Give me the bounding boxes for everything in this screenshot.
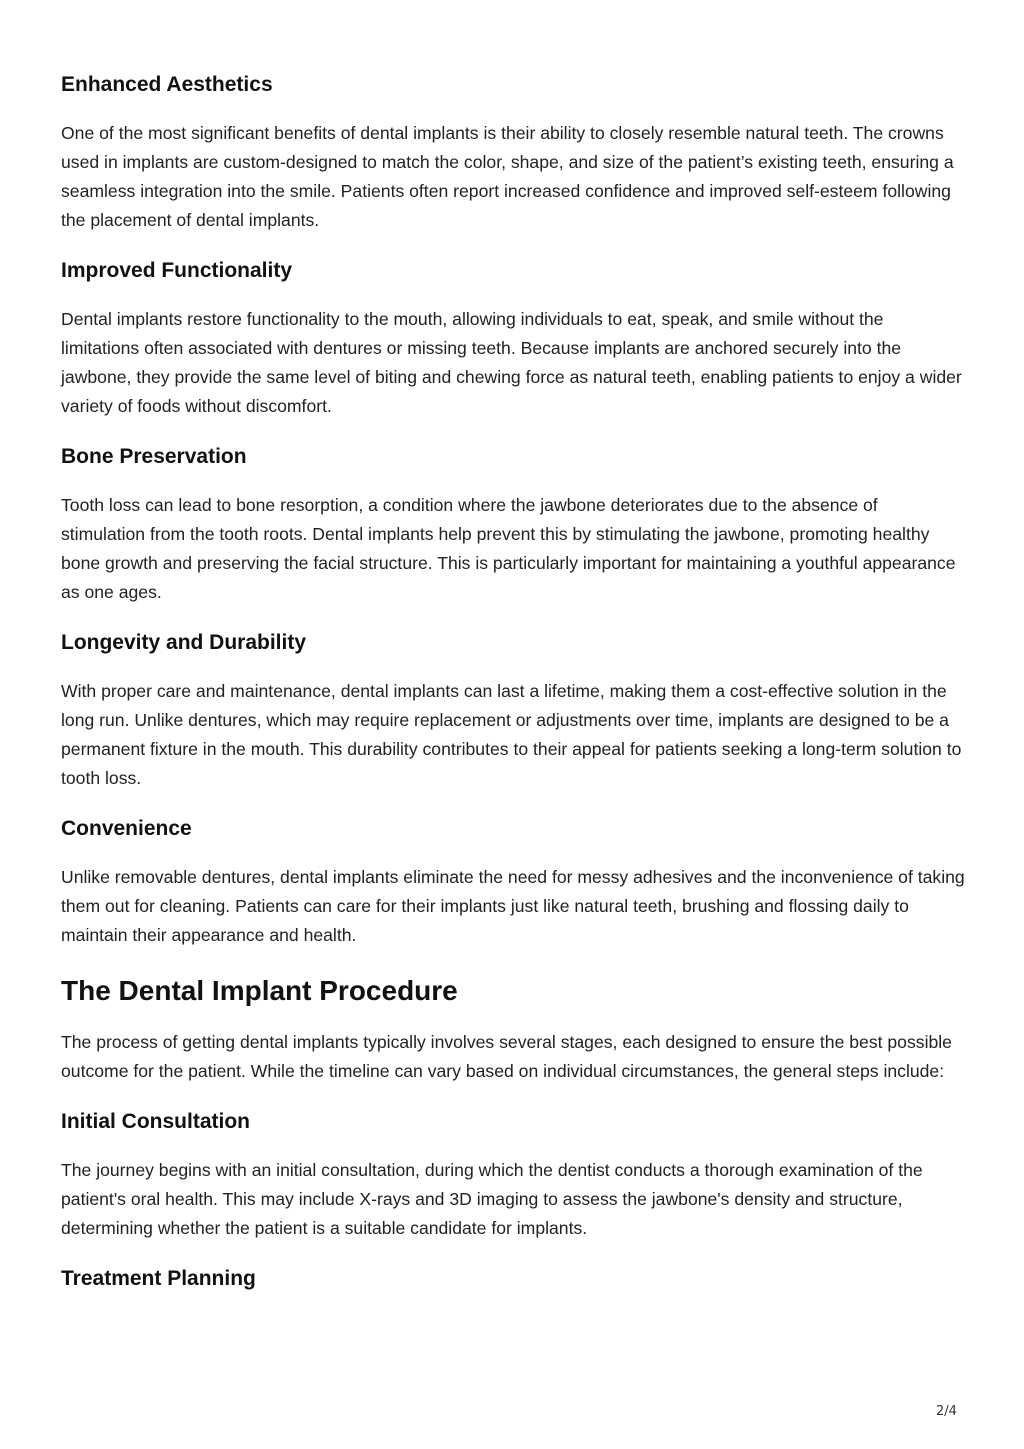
section-heading: Improved Functionality — [61, 259, 293, 282]
section-paragraph: One of the most significant benefits of dental implants is their ability to closely resemble natural teeth. The crowns used in implants are custom-designed to match the color, shape, and size of the patient’s existing teeth, ensuring a seamless integration into the smile. Patients often report increased confidence and improved self-esteem following the placement of dental implants. — [61, 123, 954, 230]
section-heading: Treatment Planning — [61, 1267, 256, 1290]
section-heading: Convenience — [61, 817, 192, 840]
section-paragraph: Unlike removable dentures, dental implants eliminate the need for messy adhesives and the inconvenience of taking them out for cleaning. Patients can care for their implants just like natural teeth, brushing and flossing daily to maintain their appearance and health. — [61, 867, 965, 945]
section-paragraph: Tooth loss can lead to bone resorption, a condition where the jawbone deteriorates due to the absence of stimulation from the tooth roots. Dental implants help prevent this by stimulating the jawbone, promoting healthy bone growth and preserving the facial structure. This is particularly important for maintaining a youthful appearance as one ages. — [61, 495, 956, 602]
section-longevity-durability — [61, 628, 966, 793]
section-heading: Longevity and Durability — [61, 631, 307, 654]
page-number: 2/4 — [936, 1404, 957, 1419]
document-page — [61, 70, 966, 1313]
section-heading: Enhanced Aesthetics — [61, 73, 273, 96]
chapter-title: The Dental Implant Procedure — [61, 975, 458, 1006]
section-improved-functionality — [61, 256, 966, 421]
chapter-dental-implant-procedure — [61, 971, 966, 1294]
section-heading: Initial Consultation — [61, 1110, 250, 1133]
section-enhanced-aesthetics — [61, 70, 966, 235]
section-bone-preservation — [61, 442, 966, 607]
chapter-intro: The process of getting dental implants typically involves several stages, each designed to ensure the best possible outcome for the patient. While the timeline can vary based on individual circumstances, the general steps include: — [61, 1032, 952, 1081]
section-initial-consultation — [61, 1107, 966, 1243]
section-paragraph: The journey begins with an initial consultation, during which the dentist conducts a thorough examination of the patient's oral health. This may include X-rays and 3D imaging to assess the jawbone's density and structure, determining whether the patient is a suitable candidate for implants. — [61, 1160, 923, 1238]
section-heading: Bone Preservation — [61, 445, 247, 468]
section-convenience — [61, 814, 966, 950]
section-paragraph: Dental implants restore functionality to the mouth, allowing individuals to eat, speak, and smile without the limitations often associated with dentures or missing teeth. Because implants are anchored securely into the jawbone, they provide the same level of biting and chewing force as natural teeth, enabling patients to enjoy a wider variety of foods without discomfort. — [61, 309, 962, 416]
section-paragraph: With proper care and maintenance, dental implants can last a lifetime, making them a cost-effective solution in the long run. Unlike dentures, which may require replacement or adjustments over time, implants are designed to be a permanent fixture in the mouth. This durability contributes to their appeal for patients seeking a long-term solution to tooth loss. — [61, 681, 962, 788]
section-treatment-planning — [61, 1264, 966, 1294]
